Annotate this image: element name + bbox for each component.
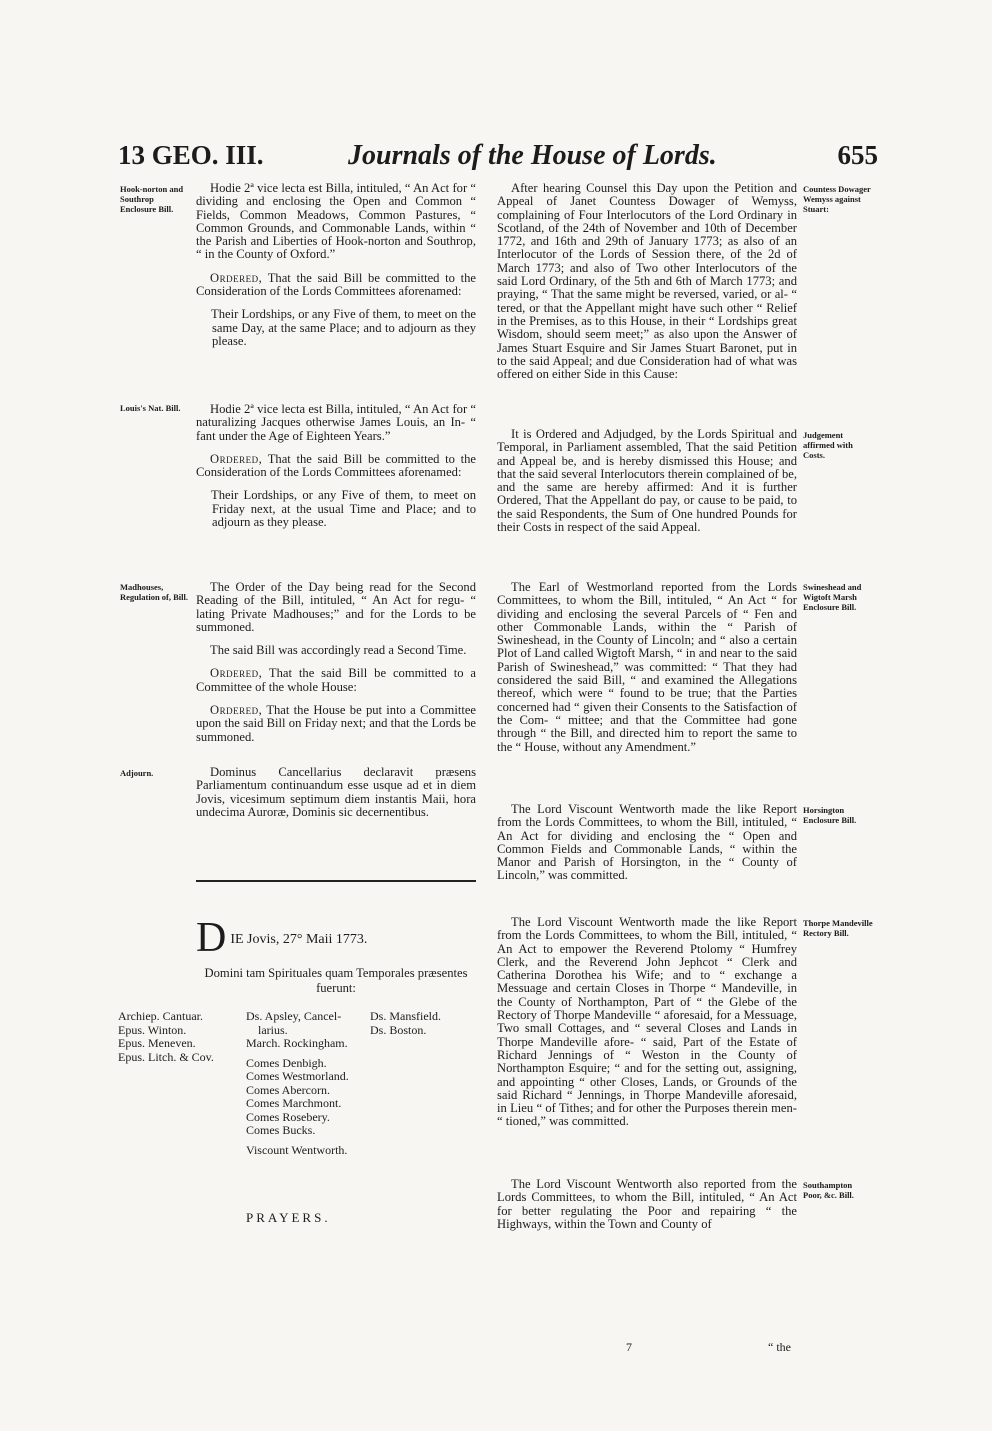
ordered-paragraph: [196, 667, 476, 694]
lordships-text: Their Lordships, or any Five of them, to meet on Friday next, at the usual Time and Place; and to adjourn as they please.: [211, 488, 476, 530]
section-divider: [196, 880, 476, 882]
attendee: Epus. Winton.: [118, 1022, 187, 1037]
entry-hook-norton: [196, 182, 476, 348]
ordered-text: That the said Bill be committed to the Consideration of the Lords Committees aforenamed:: [196, 270, 476, 299]
ordered-paragraph: [196, 272, 476, 299]
attendee: Archiep. Cantuar.: [118, 1009, 203, 1023]
entry-judgement: [497, 428, 797, 534]
attendee: Comes Bucks.: [246, 1123, 316, 1137]
entry-text: The Order of the Day being read for the Second Reading of the Bill, intituled, “ An Act for regu- “ lating Private Madhouses;” and for the Lords to be summoned.: [196, 580, 476, 634]
ordered-label: Ordered,: [210, 270, 263, 285]
attendee: Epus. Meneven.: [118, 1036, 196, 1050]
margin-note-judgement: Judgement affirmed with Costs.: [803, 430, 853, 460]
ordered-paragraph: [196, 704, 476, 744]
ordered-label: Ordered,: [210, 451, 263, 466]
attendee: Comes Westmorland.: [246, 1069, 349, 1083]
session-date-text: IE Jovis, 27° Maii 1773.: [230, 932, 368, 947]
attendee: Epus. Litch. & Cov.: [118, 1049, 214, 1064]
prayers-heading: PRAYERS.: [246, 1210, 331, 1225]
catchword: “ the: [768, 1340, 791, 1354]
entry-text: After hearing Counsel this Day upon the Petition and Appeal of Janet Countess Dowager of Wemyss, complaining of Four Interlocutors of the Lord Ordinary in Scotland, of the 24th of November and 10th of December 1772, and 16th and 29th of January 1773; as also of an Interlocutor of the Lords of Session there, of the 2d of March 1773; and also of Two other Interlocutors of the said Lord Ordinary, of the 5th and 6th of March 1773; and praying, “ That the same might be reversed, varied, or al- “ tered, or that the Appellant might have such other “ Relief in the Premises, as to this House, in their “ Lordships great Wisdom, should seem meet;” as also upon the Answer of James Stuart Esquire and Sir James Stuart Baronet, put in to the said Appeal; and due Consideration had of what was offered on either Side in this Cause:: [497, 181, 797, 382]
ordered-label: Ordered,: [210, 666, 263, 681]
entry-wemyss: [497, 182, 797, 381]
page-header: [118, 140, 878, 180]
entry-text: The Lord Viscount Wentworth made the like Report from the Lords Committees, to whom the Bill, intituled, “ An Act to empower the Reverend Ptolomy “ Humfrey Clerk, and the Reverend John Jephcot “ Clerk and Catherina Dorothea his Wife; and to “ exchange a Messuage and certain Closes in Thorpe “ Mandeville, in the County of Northampton, Part of “ the Glebe of the Rectory of Thorpe Mandeville “ aforesaid, for a Messuage, Two small Cottages, and “ several Closes and Lands in Thorpe Mandeville afore- “ said, Part of the Estate of Richard Jennings of “ Weston in the County of Northampton Esquire; “ and for the setting out, assigning, and appointing “ other Closes, Lands, or Grounds of the said Richard “ Jennings, in Thorpe Mandeville aforesaid, in Lieu “ of Tithes; and for other the Purposes therein men- “ tioned,” was committed.: [497, 915, 797, 1129]
entry-swineshead: [497, 581, 797, 754]
attendance-temporal: [246, 1010, 366, 1157]
entry-madhouses: [196, 581, 476, 744]
signature-mark: 7: [626, 1340, 632, 1354]
entry-text: Hodie 2ª vice lecta est Billa, intituled, “ An Act for “ naturalizing Jacques otherwise James Louis, an In- “ fant under the Age of Eighteen Years.”: [196, 402, 476, 443]
entry-southampton: [497, 1178, 797, 1231]
regnal-year: 13 GEO. III.: [118, 140, 264, 170]
entry-text: Hodie 2ª vice lecta est Billa, intituled, “ An Act for “ dividing and enclosing the Open and Common “ Fields, Common Meadows, Common Pastures, “ Common Grounds, and Commonable Lands, within “ the Parish and Liberties of Hook-norton and Southrop, “ in the County of Oxford.”: [196, 181, 476, 262]
ordered-paragraph: [196, 453, 476, 480]
entry-text: The Lord Viscount Wentworth also reported from the Lords Committees, to whom the Bill, intituled, “ An Act for better regulating the Poor and repairing “ the Highways, within the Town and County of: [497, 1177, 797, 1231]
entry-horsington: [497, 803, 797, 883]
margin-note-wemyss: Countess Dowager Wemyss against Stuart:: [803, 184, 871, 214]
attendee: Ds. Boston.: [370, 1022, 427, 1037]
attendee: Viscount Wentworth.: [246, 1142, 348, 1157]
attendee: Ds. Mansfield.: [370, 1009, 441, 1023]
attendee: March. Rockingham.: [246, 1036, 348, 1050]
journal-title: Journals of the House of Lords.: [348, 140, 717, 171]
entry-text: It is Ordered and Adjudged, by the Lords Spiritual and Temporal, in Parliament assembled, That the said Petition and Appeal be, and is hereby dismissed this House; and that the said several Interlocutors therein complained of be, and the same are hereby affirmed: And it is further Ordered, That the Appellant do pay, or cause to be paid, to the said Respondents, the Sum of One hundred Pounds for their Costs in respect of the said Appeal.: [497, 427, 797, 535]
margin-note-horsington: Horsington Enclosure Bill.: [803, 805, 857, 825]
entry-louis: [196, 403, 476, 529]
attendance-barons: [370, 1010, 470, 1037]
margin-note-swineshead: Swineshead and Wigtoft Marsh Enclosure Bill.: [803, 582, 862, 612]
ordered-label: Ordered,: [210, 703, 263, 718]
attendee: Comes Denbigh.: [246, 1055, 327, 1070]
attendee: Ds. Apsley, Cancel-: [246, 1009, 342, 1023]
attendee: larius.: [258, 1022, 288, 1037]
entry-thorpe: [497, 916, 797, 1129]
ordered-text: That the said Bill be committed to the Consideration of the Lords Committees aforenamed:: [196, 451, 476, 480]
drop-cap: D: [196, 915, 227, 961]
entry-text: Dominus Cancellarius declaravit præsens Parliamentum continuandum esse usque ad et in diem Jovis, vicesimum septimum diem instantis Maii, hora undecima Auroræ, Dominis sic decernentibus.: [196, 765, 476, 819]
session-date: [196, 915, 476, 961]
entry-text: The Lord Viscount Wentworth made the like Report from the Lords Committees, to whom the Bill, intituled, “ An Act for dividing and enclosing the “ Open and Common Fields and Commonable Lands, “ within the Manor and Parish of Horsington, in the “ County of Lincoln,” was committed.: [497, 802, 797, 883]
attendee: Comes Abercorn.: [246, 1082, 330, 1097]
page-number: 655: [837, 140, 878, 170]
ordered-text: That the said Bill be committed to a Committee of the whole House:: [196, 666, 476, 694]
attendance-heading: Domini tam Spirituales quam Temporales præsentes fuerunt:: [204, 966, 468, 995]
margin-note-madhouses: Madhouses, Regulation of, Bill.: [120, 582, 189, 602]
entry-text: The Earl of Westmorland reported from the Lords Committees, to whom the Bill, intituled, “ An Act “ for dividing and enclosing the several Parcels of “ Fen and other Commonable Lands, within the “ Parish of Swineshead, in the County of Lincoln; and “ also a certain Plot of Land called Wigtoft Marsh, “ in and near to the said Parish of Swineshead,” was committed: “ That they had considered the said Bill, “ and examined the Allegations thereof, which were “ found to be true; that the Parties concerned had “ given their Consents to the Satisfaction of the Com- “ mittee; and that the Committee had gone through “ the Bill, and directed him to report the same to the “ House, without any Amendment.”: [497, 580, 797, 754]
ordered-text: That the House be put into a Committee upon the said Bill on Friday next; and that the Lords be summoned.: [196, 703, 477, 744]
margin-note-thorpe: Thorpe Mandeville Rectory Bill.: [803, 918, 873, 938]
lordships-text: Their Lordships, or any Five of them, to meet on the same Day, at the same Place; and to adjourn as they please.: [211, 307, 476, 348]
margin-note-louis: Louis's Nat. Bill.: [120, 403, 181, 413]
entry-adjourn: [196, 766, 476, 819]
margin-note-southampton: Southampton Poor, &c. Bill.: [803, 1180, 854, 1200]
attendee: Comes Rosebery.: [246, 1109, 330, 1124]
attendance-spiritual: [118, 1010, 238, 1064]
margin-note-hook-norton: Hook-norton and Southrop Enclosure Bill.: [120, 184, 184, 214]
attendee: Comes Marchmont.: [246, 1096, 342, 1110]
margin-note-adjourn: Adjourn.: [120, 768, 154, 778]
read-text: The said Bill was accordingly read a Second Time.: [210, 643, 467, 658]
